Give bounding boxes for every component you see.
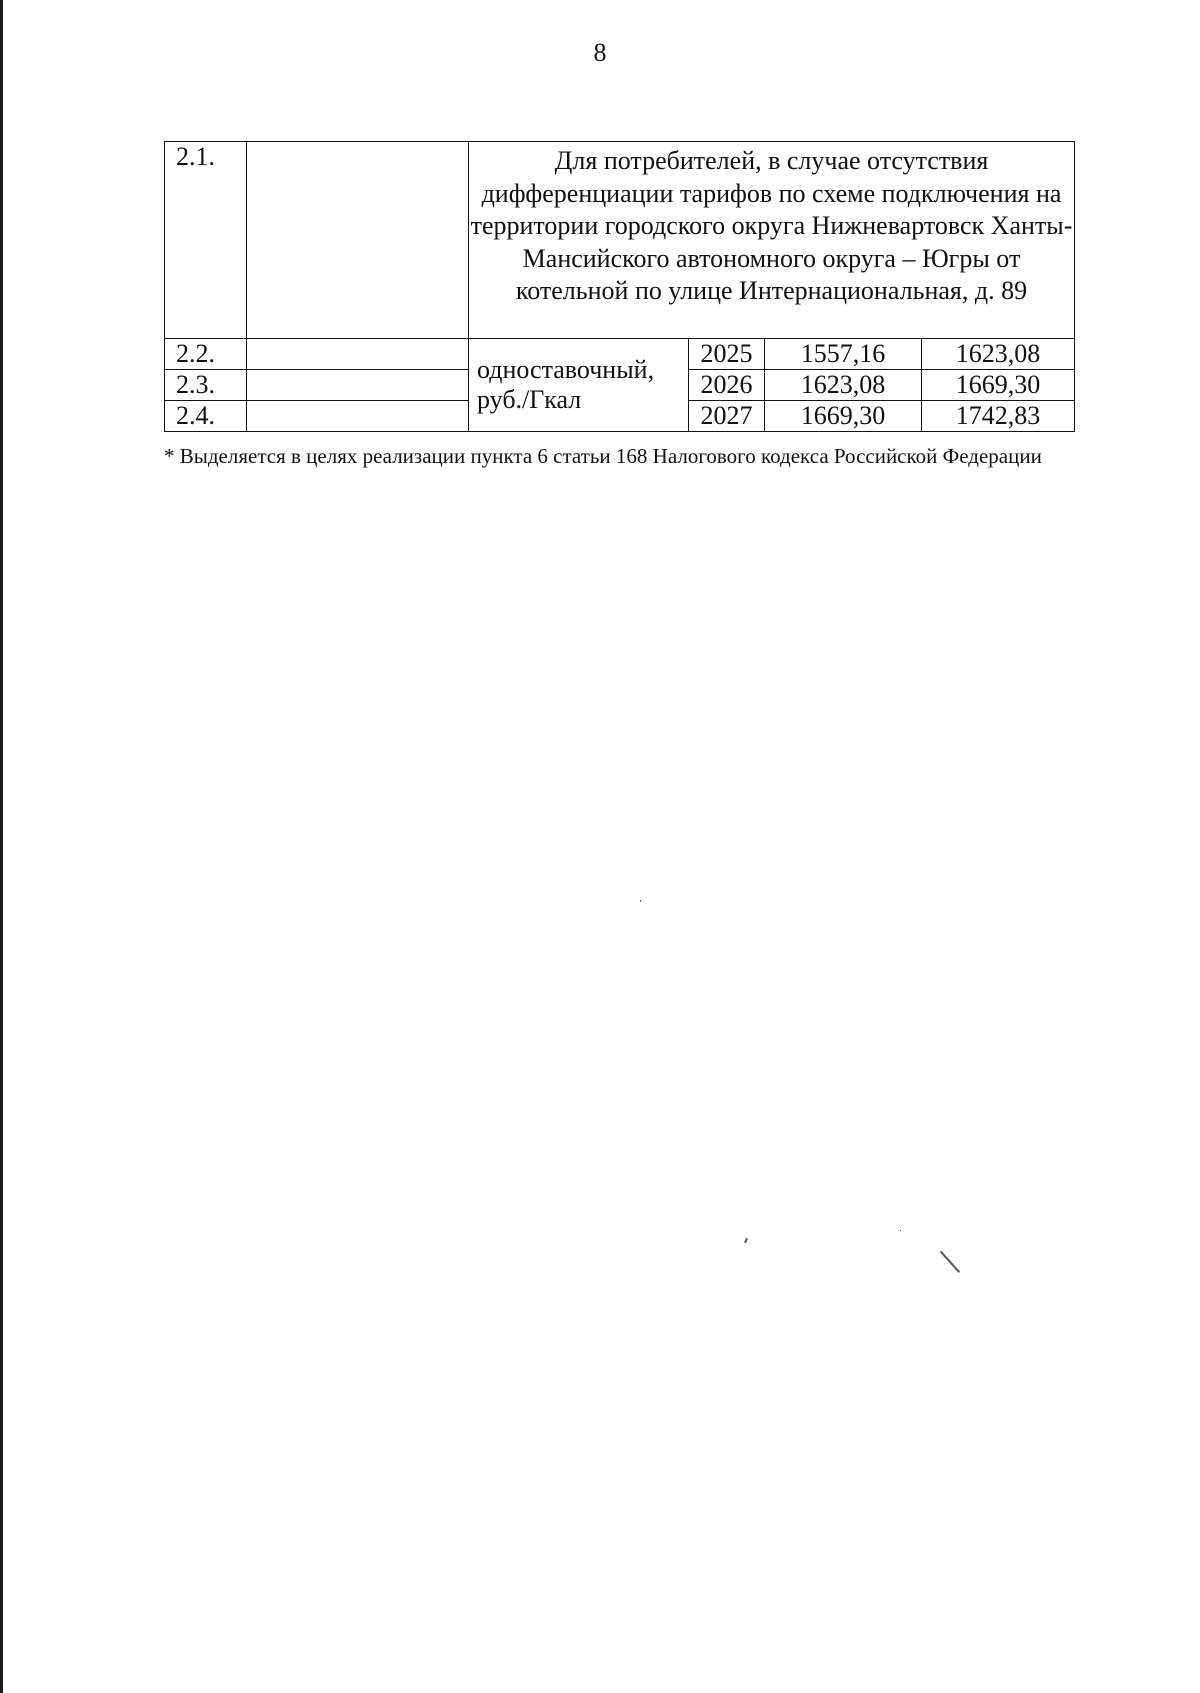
- value-cell-first-half: 1669,30: [765, 401, 922, 432]
- value-cell-first-half: 1623,08: [765, 370, 922, 401]
- scan-speck: [744, 1238, 748, 1243]
- empty-cell: [247, 142, 469, 339]
- scan-edge: [0, 0, 3, 1693]
- tariff-table: [164, 141, 1075, 432]
- row-number: 2.3.: [165, 370, 247, 401]
- value-cell-second-half: 1742,83: [922, 401, 1075, 432]
- tariff-type-label: одноставочный, руб./Гкал: [469, 339, 689, 432]
- table-row: [165, 339, 1075, 370]
- row-number: 2.2.: [165, 339, 247, 370]
- scan-speck: [640, 900, 641, 902]
- empty-cell: [247, 401, 469, 432]
- table-row-heading: [165, 142, 1075, 339]
- scan-speck: [940, 1251, 960, 1273]
- year-cell: 2025: [689, 339, 765, 370]
- page-number: 8: [593, 38, 607, 67]
- row-number: 2.1.: [165, 142, 247, 339]
- value-cell-second-half: 1623,08: [922, 339, 1075, 370]
- row-number: 2.4.: [165, 401, 247, 432]
- value-cell-second-half: 1669,30: [922, 370, 1075, 401]
- scan-speck: [900, 1230, 901, 1231]
- value-cell-first-half: 1557,16: [765, 339, 922, 370]
- section-heading: Для потребителей, в случае отсутствия дифференциации тарифов по схеме подключения на территории городского округа Нижневартовск Ханты-Мансийского автономного округа – Югры от котельной по улице Интернациональная, д. 89: [469, 142, 1075, 339]
- empty-cell: [247, 339, 469, 370]
- empty-cell: [247, 370, 469, 401]
- year-cell: 2026: [689, 370, 765, 401]
- year-cell: 2027: [689, 401, 765, 432]
- footnote: * Выделяется в целях реализации пункта 6 статьи 168 Налогового кодекса Российской Федерации: [164, 444, 1042, 468]
